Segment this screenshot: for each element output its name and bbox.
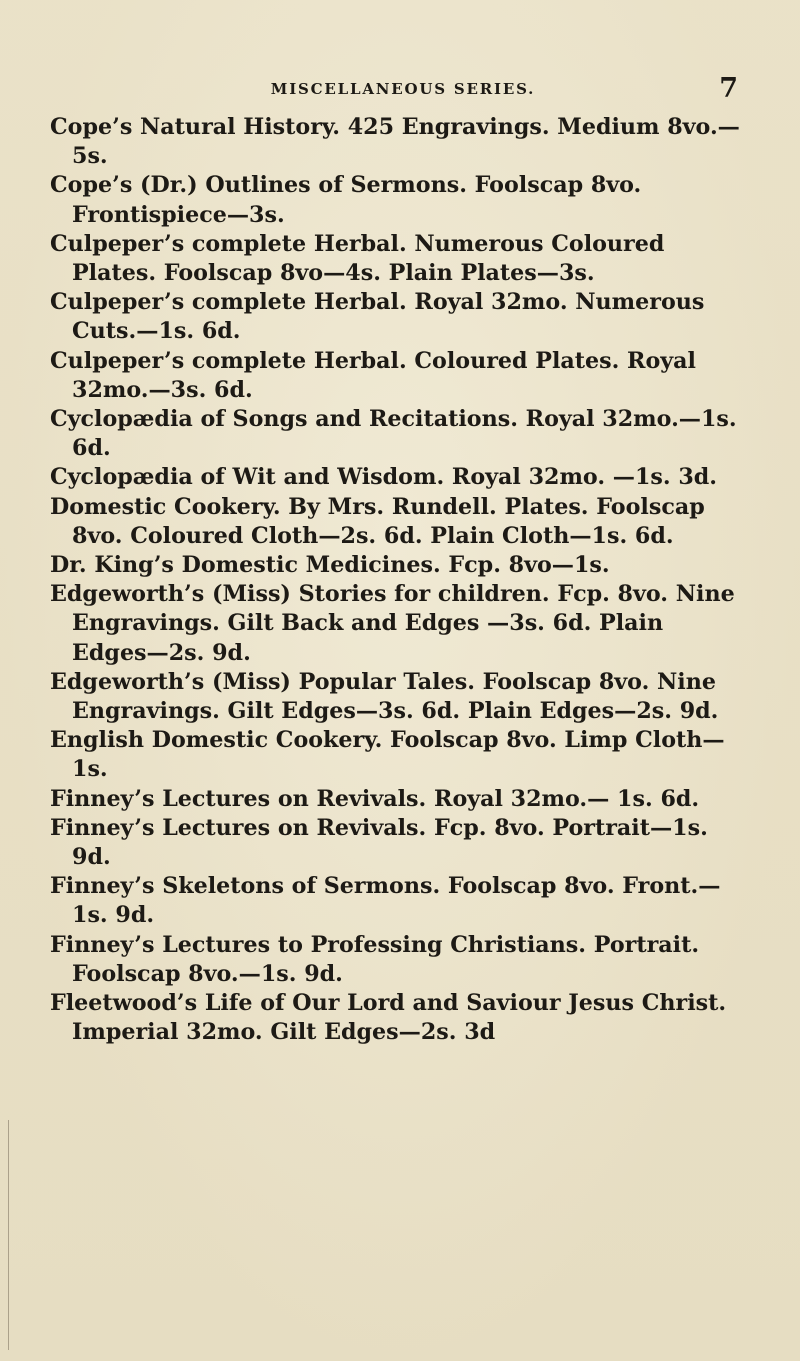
catalogue-entry: Cope’s (Dr.) Outlines of Sermons. Foolscap 8vo. Frontispiece—3s.: [50, 172, 642, 228]
page-number: 7: [719, 73, 738, 104]
catalogue-entry: Cope’s Natural History. 425 Engravings. Medium 8vo.—5s.: [50, 114, 740, 170]
catalogue-entry: Domestic Cookery. By Mrs. Rundell. Plates. Foolscap 8vo. Coloured Cloth—2s. 6d. Plain Cloth—1s. 6d.: [50, 493, 705, 549]
catalogue-entry: Culpeper’s complete Herbal. Royal 32mo. Numerous Cuts.—1s. 6d.: [50, 289, 705, 345]
catalogue-entries: [50, 113, 744, 1048]
catalogue-entry: Finney’s Lectures on Revivals. Royal 32mo.— 1s. 6d.: [50, 785, 700, 812]
catalogue-entry: Edgeworth’s (Miss) Popular Tales. Foolscap 8vo. Nine Engravings. Gilt Edges—3s. 6d. Plain Edges—2s. 9d.: [50, 668, 719, 725]
catalogue-entry: Finney’s Lectures to Professing Christians. Portrait. Foolscap 8vo.—1s. 9d.: [50, 931, 700, 987]
catalogue-entry: Finney’s Skeletons of Sermons. Foolscap 8vo. Front.—1s. 9d.: [50, 873, 721, 929]
catalogue-entry: Cyclopædia of Wit and Wisdom. Royal 32mo. —1s. 3d.: [50, 464, 718, 491]
catalogue-entry: English Domestic Cookery. Foolscap 8vo. Limp Cloth—1s.: [50, 727, 725, 783]
catalogue-entry: Culpeper’s complete Herbal. Coloured Plates. Royal 32mo.—3s. 6d.: [50, 347, 696, 403]
page-edge-mark: [8, 1120, 9, 1350]
catalogue-entry: Dr. King’s Domestic Medicines. Fcp. 8vo—1s.: [50, 552, 610, 579]
catalogue-entry: Fleetwood’s Life of Our Lord and Saviour Jesus Christ. Imperial 32mo. Gilt Edges—2s. 3d: [50, 990, 727, 1046]
catalogue-entry: Culpeper’s complete Herbal. Numerous Coloured Plates. Foolscap 8vo—4s. Plain Plates—3s.: [50, 230, 665, 287]
catalogue-entry: Finney’s Lectures on Revivals. Fcp. 8vo. Portrait—1s. 9d.: [50, 814, 708, 871]
running-head: [0, 73, 800, 104]
running-title: MISCELLANEOUS SERIES.: [270, 80, 536, 98]
catalogue-entry: Edgeworth’s (Miss) Stories for children. Fcp. 8vo. Nine Engravings. Gilt Back and Edges —3s. 6d. Plain Edges—2s. 9d.: [50, 581, 735, 666]
catalogue-entry: Cyclopædia of Songs and Recitations. Royal 32mo.—1s. 6d.: [50, 406, 737, 462]
